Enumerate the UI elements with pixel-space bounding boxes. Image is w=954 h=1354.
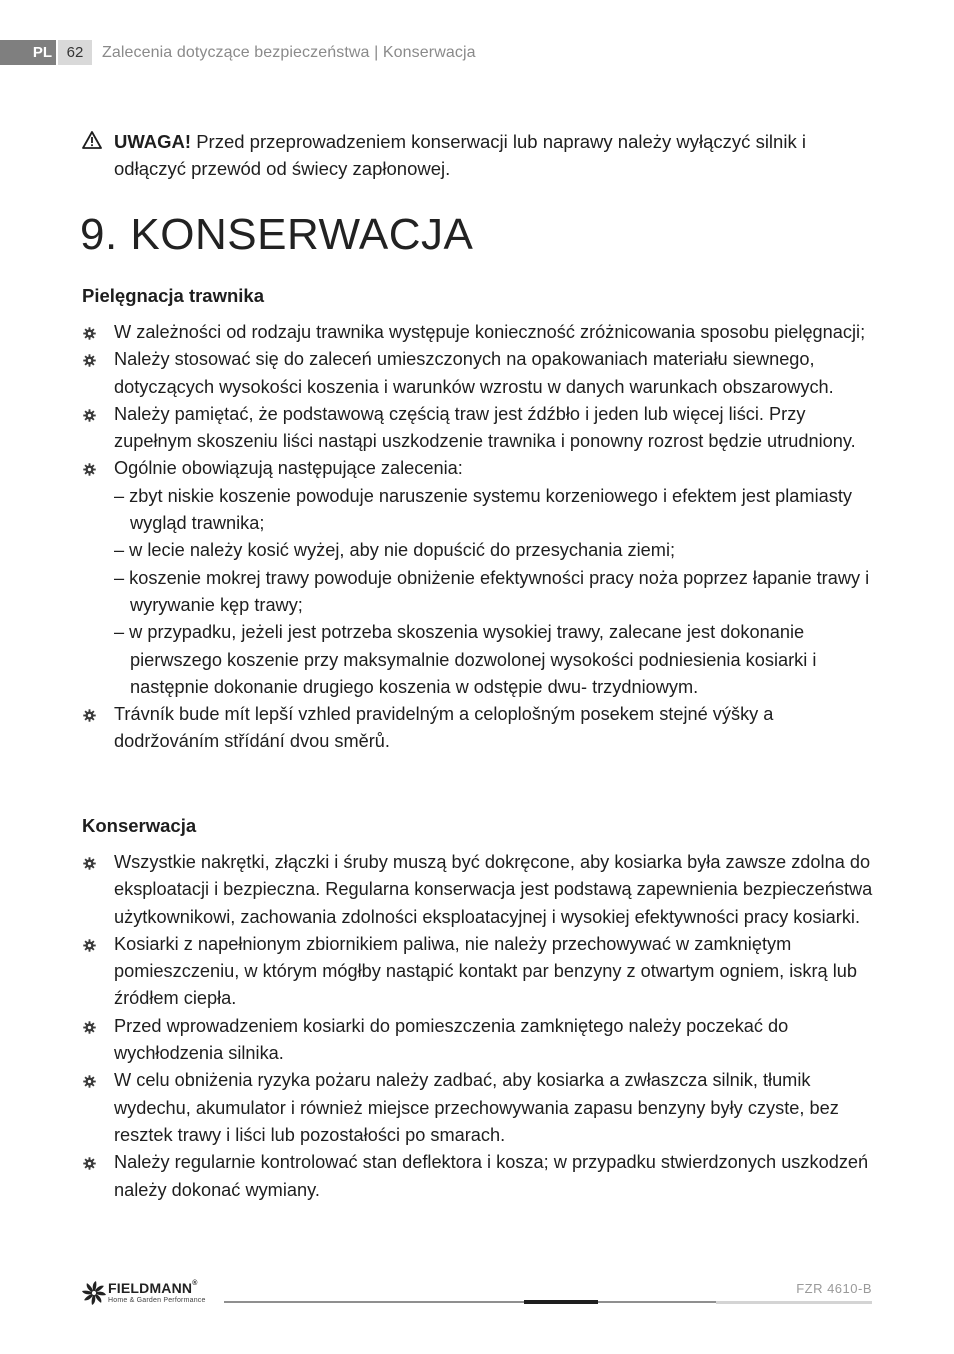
sub-list-item: – koszenie mokrej trawy powoduje obniżenie efektywności pracy noża poprzez łapanie trawy i wyrywanie kęp trawy; — [114, 567, 870, 615]
gear-bullet-icon — [83, 857, 96, 870]
list-item: Kosiarki z napełnionym zbiornikiem paliwa, nie należy przechowywać w zamkniętym pomieszczeniu, w którym mógłby nastąpić kontakt par benzyny z otwartym ogniem, iskrą lub źródłem ciepła. — [82, 931, 882, 1013]
list-item: Ogólnie obowiązują następujące zalecenia: – zbyt niskie koszenie powoduje naruszenie systemu korzeniowego i efektem jest plamiasty wygląd trawnika; – w lecie należy kosić wyżej, aby nie dopuścić do przesychania ziemi; – koszenie mokrej trawy powoduje obniżenie efektywności pracy noża poprzez łapanie trawy i wyrywanie kęp trawy; – w przypadku, jeżeli jest potrzeba skoszenia wysokiej trawy, zalecane jest dokonanie pierwszego koszenie przy maksymalnie dozwolonej wysokości podniesienia kosiarki i następnie dokonanie drugiego koszenia w odstępie dwu- trzydniowym. — [82, 455, 882, 701]
gear-bullet-icon — [83, 409, 96, 422]
list-item: Trávník bude mít lepší vzhled pravidelným a celoplošným posekem stejné výšky a dodržováním střídání dvou směrů. — [82, 701, 882, 756]
warning-body: Przed przeprowadzeniem konserwacji lub naprawy należy wyłączyć silnik i odłączyć przewód od świecy zapłonowej. — [114, 131, 806, 179]
page-number: 62 — [58, 40, 92, 65]
chapter-heading: 9. KONSERWACJA — [80, 210, 474, 259]
list-item: Należy pamiętać, że podstawową częścią traw jest źdźbło i jeden lub więcej liści. Przy zupełnym skoszeniu liści nastąpi uszkodzenie trawnika i ponowny rozrost będzie utrudniony. — [82, 401, 882, 456]
sub-list-item: – w lecie należy kosić wyżej, aby nie dopuścić do przesychania ziemi; — [114, 540, 676, 561]
section-maintenance — [82, 812, 882, 1204]
brand-tagline: Home & Garden Performance — [108, 1297, 206, 1304]
bullet-list — [82, 849, 882, 1204]
footer-rule-accent — [524, 1300, 598, 1304]
warning-triangle-icon — [82, 131, 102, 149]
page-header — [0, 40, 476, 65]
gear-bullet-icon — [83, 939, 96, 952]
fieldmann-flower-logo — [82, 1280, 106, 1306]
brand-logo — [82, 1278, 222, 1308]
gear-bullet-icon — [83, 463, 96, 476]
list-item: Wszystkie nakrętki, złączki i śruby muszą być dokręcone, aby kosiarka była zawsze zdolna do eksploatacji i bezpieczna. Regularna konserwacja jest podstawą zapewnienia bezpieczeństwa użytkownikowi, zachowania zdolności eksploatacyjnej i wysokiej efektywności pracy kosiarki. — [82, 849, 882, 931]
gear-bullet-icon — [83, 1075, 96, 1088]
section-title: Pielęgnacja trawnika — [82, 285, 265, 306]
footer-rule — [224, 1301, 524, 1303]
model-number: FZR 4610-B — [796, 1281, 872, 1296]
list-item: Należy regularnie kontrolować stan deflektora i kosza; w przypadku stwierdzonych uszkodzeń należy dokonać wymiany. — [82, 1149, 882, 1204]
section-title: Konserwacja — [82, 815, 197, 836]
warning-note — [82, 128, 862, 182]
list-item: W celu obniżenia ryzyka pożaru należy zadbać, aby kosiarka a zwłaszcza silnik, tłumik wydechu, akumulator i również miejsce przechowywania zapasu benzyny były czyste, bez resztek trawy i liści lub pozostałości po smarach. — [82, 1067, 882, 1149]
header-title: Zalecenia dotyczące bezpieczeństwa | Konserwacja — [102, 43, 476, 61]
list-item: Należy stosować się do zaleceń umieszczonych na opakowaniach materiału siewnego, dotyczących wysokości koszenia i warunków wzrostu w danych warunkach obszarowych. — [82, 346, 882, 401]
gear-bullet-icon — [83, 354, 96, 367]
section-lawn-care — [82, 282, 882, 756]
gear-bullet-icon — [83, 327, 96, 340]
list-item: Przed wprowadzeniem kosiarki do pomieszczenia zamkniętego należy poczekać do wychłodzenia silnika. — [82, 1013, 882, 1068]
brand-name: FIELDMANN® — [108, 1280, 198, 1296]
bullet-list — [82, 319, 882, 756]
warning-text — [114, 128, 862, 182]
list-item: W zależności od rodzaju trawnika występuje konieczność zróżnicowania sposobu pielęgnacji; — [82, 319, 882, 346]
sub-list-item: – w przypadku, jeżeli jest potrzeba skoszenia wysokiej trawy, zalecane jest dokonanie pierwszego koszenie przy maksymalnie dozwolonej wysokości podniesienia kosiarki i następnie dokonanie drugiego koszenia w odstępie dwu- trzydniowym. — [114, 622, 817, 697]
footer-rule-light — [716, 1301, 872, 1304]
footer-rule — [598, 1301, 716, 1303]
gear-bullet-icon — [83, 1157, 96, 1170]
gear-bullet-icon — [83, 1021, 96, 1034]
sub-list-item: – zbyt niskie koszenie powoduje naruszenie systemu korzeniowego i efektem jest plamiasty wygląd trawnika; — [114, 485, 852, 534]
language-tab: PL — [0, 40, 56, 65]
registered-mark: ® — [192, 1280, 198, 1287]
gear-bullet-icon — [83, 709, 96, 722]
warning-label: UWAGA! — [114, 131, 192, 152]
